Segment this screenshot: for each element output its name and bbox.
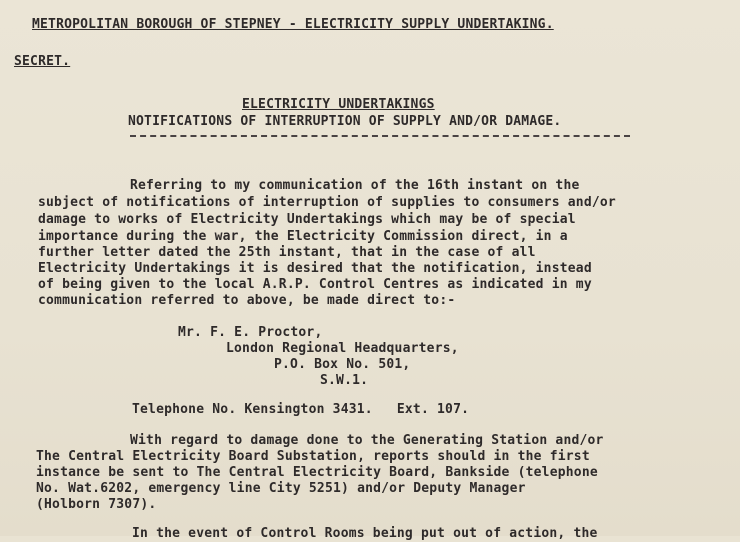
- paragraph-line: further letter dated the 25th instant, that in the case of all: [38, 245, 536, 260]
- classification-label: SECRET.: [14, 54, 71, 69]
- paragraph-line: (Holborn 7307).: [36, 497, 157, 512]
- cutoff-line: In the event of Control Rooms being put out of action, the: [132, 526, 598, 541]
- paragraph-line: instance be sent to The Central Electricity Board, Bankside (telephone: [36, 465, 598, 480]
- paragraph-line: communication referred to above, be made direct to:-: [38, 293, 456, 308]
- paragraph-line: No. Wat.6202, emergency line City 5251) and/or Deputy Manager: [36, 481, 526, 496]
- paragraph-line: damage to works of Electricity Undertakings which may be of special: [38, 212, 576, 227]
- address-line: S.W.1.: [320, 373, 369, 388]
- paragraph-line: Electricity Undertakings it is desired that the notification, instead: [38, 261, 592, 276]
- paragraph-line: subject of notifications of interruption of supplies to consumers and/or: [38, 195, 616, 210]
- heading-rule: [130, 135, 630, 137]
- paragraph-line: of being given to the local A.R.P. Control Centres as indicated in my: [38, 277, 592, 292]
- paragraph-line: With regard to damage done to the Generating Station and/or: [130, 433, 604, 448]
- address-line: London Regional Headquarters,: [226, 341, 459, 356]
- telephone-line: Telephone No. Kensington 3431. Ext. 107.: [132, 402, 470, 417]
- paragraph-line: Referring to my communication of the 16th instant on the: [130, 178, 580, 193]
- heading-line-1: ELECTRICITY UNDERTAKINGS: [242, 97, 435, 112]
- paragraph-line: importance during the war, the Electricity Commission direct, in a: [38, 229, 568, 244]
- heading-line-2: NOTIFICATIONS OF INTERRUPTION OF SUPPLY AND/OR DAMAGE.: [128, 114, 562, 129]
- document-title: METROPOLITAN BOROUGH OF STEPNEY - ELECTRICITY SUPPLY UNDERTAKING.: [32, 17, 554, 32]
- address-line: Mr. F. E. Proctor,: [178, 325, 323, 340]
- address-line: P.O. Box No. 501,: [274, 357, 411, 372]
- paragraph-line: The Central Electricity Board Substation, reports should in the first: [36, 449, 590, 464]
